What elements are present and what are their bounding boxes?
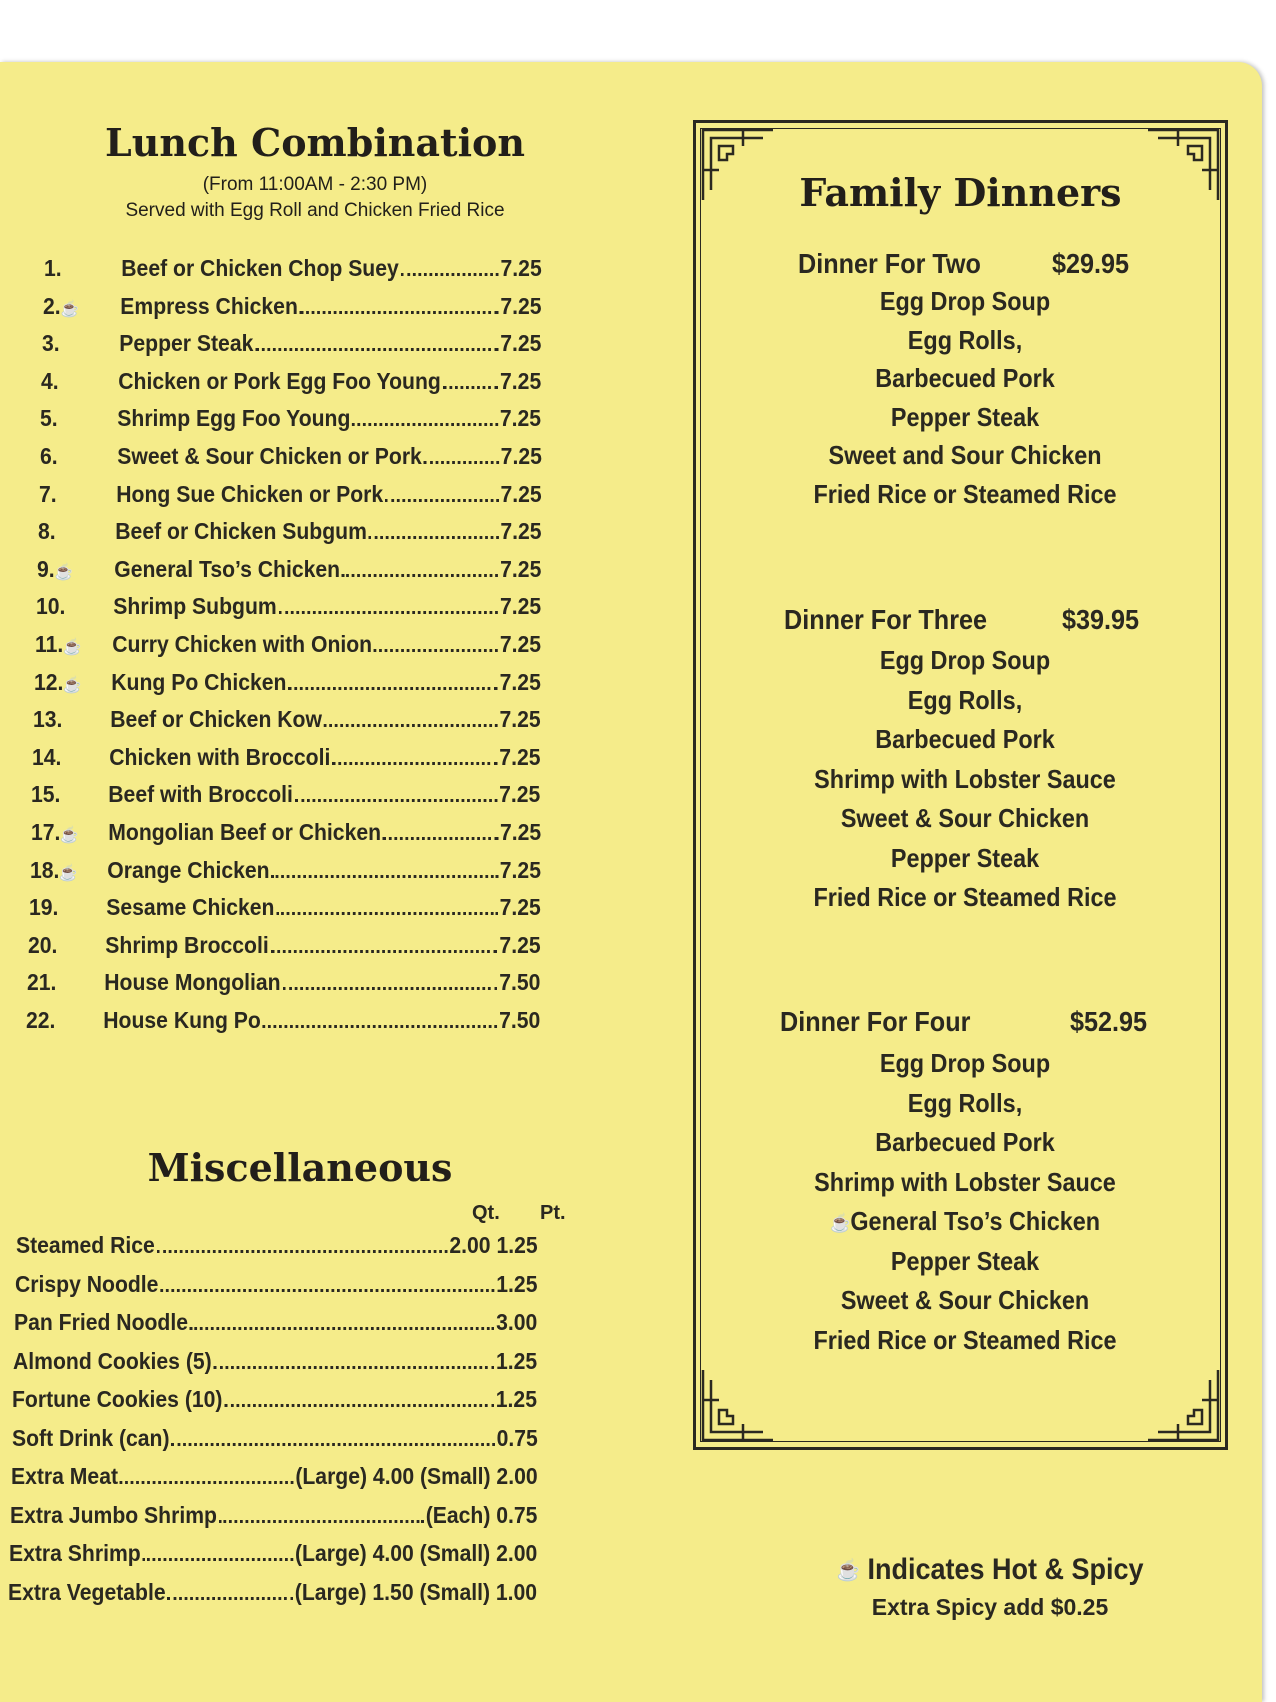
- lunch-item-number: 8.: [37, 518, 56, 545]
- dinner-item-text: Egg Rolls,: [907, 684, 1023, 715]
- lunch-item: [26, 1007, 540, 1045]
- lunch-item: [36, 593, 541, 631]
- dinner-item: [781, 1048, 1150, 1088]
- misc-item-name: Almond Cookies (5): [13, 1347, 212, 1374]
- lunch-item-number: 10.: [35, 593, 66, 620]
- lunch-item-name: Beef or Chicken Chop Suey: [121, 255, 399, 281]
- extra-spicy-note: Extra Spicy add $0.25: [871, 1594, 1109, 1620]
- lunch-item-name: Curry Chicken with Onion: [112, 630, 373, 657]
- lunch-item-number: 15.: [31, 781, 61, 808]
- lunch-item-price: 7.50: [499, 969, 541, 996]
- lunch-item-price: 7.25: [500, 405, 542, 432]
- lunch-item-number: 1.: [44, 255, 62, 281]
- dot-leader: [278, 611, 498, 614]
- dinner-item-text: Pepper Steak: [890, 401, 1040, 432]
- misc-item-name: Extra Meat: [10, 1463, 118, 1489]
- dinner-item: [781, 479, 1150, 518]
- dot-leader: [368, 536, 498, 539]
- dinner-item-text: Barbecued Pork: [875, 1127, 1055, 1157]
- lunch-item: [31, 781, 540, 819]
- dot-leader: [353, 423, 499, 426]
- dinner-item-text: Pepper Steak: [890, 1245, 1040, 1276]
- dinner-item: [781, 803, 1150, 843]
- dinner-item: [781, 724, 1150, 764]
- misc-item: [14, 1309, 537, 1348]
- dinner-for-three-items: [760, 645, 1170, 922]
- lunch-item-price: 7.25: [499, 706, 541, 733]
- misc-item-name: Extra Shrimp: [8, 1540, 141, 1566]
- lunch-item: [39, 481, 542, 519]
- dinner-item-text: Egg Drop Soup: [879, 1048, 1051, 1078]
- dinner-item: [781, 363, 1150, 402]
- dot-leader: [190, 1327, 494, 1330]
- lunch-item: [31, 819, 541, 857]
- chili-pepper-icon: ☕: [59, 826, 79, 844]
- dot-leader: [119, 1481, 293, 1484]
- dot-leader: [263, 1025, 498, 1028]
- lunch-item-price: 7.25: [500, 292, 542, 319]
- dinner-item-text: Shrimp with Lobster Sauce: [814, 763, 1116, 794]
- lunch-item: [38, 518, 542, 556]
- dot-leader: [300, 311, 499, 314]
- lunch-item-name: Beef or Chicken Kow: [110, 706, 323, 733]
- dinner-item-text: Egg Drop Soup: [879, 645, 1051, 675]
- dinner-item: [781, 1246, 1150, 1286]
- misc-item-price: 1.25: [496, 1347, 538, 1374]
- dot-leader: [142, 1558, 293, 1561]
- dot-leader: [171, 1443, 494, 1446]
- dinner-for-three-price: $39.95: [1062, 604, 1140, 635]
- dot-leader: [382, 837, 497, 840]
- lunch-item-name: Chicken with Broccoli: [109, 743, 331, 770]
- lunch-item-price: 7.25: [499, 555, 542, 582]
- lunch-item-number: 21.: [26, 969, 57, 996]
- misc-item-price: (Large) 4.00 (Small) 2.00: [294, 1540, 538, 1566]
- dinner-item-text: Sweet & Sour Chicken: [840, 1285, 1090, 1315]
- dinner-item-text: General Tso’s Chicken: [850, 1206, 1101, 1236]
- lunch-item: [34, 669, 541, 707]
- dot-leader: [271, 875, 498, 878]
- lunch-item-name: Sweet & Sour Chicken or Pork: [116, 442, 422, 469]
- dinner-for-three-heading: Dinner For Three: [784, 604, 988, 635]
- lunch-item-number: 9.☕: [36, 555, 73, 582]
- lunch-item-number: 13.: [33, 706, 63, 733]
- misc-item-price: 3.00: [496, 1309, 538, 1335]
- lunch-item-price: 7.25: [499, 630, 541, 657]
- misc-item: [15, 1271, 537, 1310]
- chili-pepper-icon: ☕: [63, 676, 82, 694]
- chili-pepper-icon: ☕: [59, 864, 78, 882]
- lunch-item-number: 18.☕: [29, 856, 78, 883]
- lunch-item-number: 17.☕: [30, 818, 79, 845]
- dinner-item: [781, 1206, 1150, 1246]
- misc-column-pt: Pt.: [540, 1202, 566, 1224]
- dinner-item: [781, 325, 1150, 364]
- dot-leader: [401, 273, 499, 276]
- misc-item: [9, 1540, 537, 1579]
- lunch-item-number: 2.☕: [43, 292, 80, 319]
- lunch-item-name: House Mongolian: [104, 969, 281, 996]
- lunch-item: [29, 894, 541, 932]
- lunch-list: [26, 255, 585, 1044]
- misc-item-name: Soft Drink (can): [11, 1424, 170, 1451]
- lunch-item-name: Sesame Chicken: [105, 894, 275, 921]
- dot-leader: [255, 348, 498, 351]
- lunch-item: [40, 443, 542, 481]
- lunch-item-number: 3.: [42, 330, 60, 357]
- lunch-item: [42, 330, 541, 368]
- misc-item: [13, 1348, 537, 1387]
- dinner-for-four-price: $52.95: [1070, 1006, 1148, 1037]
- lunch-item-number: 14.: [32, 743, 62, 770]
- lunch-item-number: 4.: [41, 367, 59, 394]
- lunch-item-number: 11.☕: [35, 630, 82, 657]
- dinner-item: [781, 685, 1150, 725]
- lunch-item-name: Orange Chicken: [106, 856, 270, 883]
- lunch-served-with: Served with Egg Roll and Chicken Fried Rice: [125, 200, 505, 221]
- dot-leader: [225, 1404, 495, 1407]
- lunch-item-price: 7.25: [499, 894, 541, 921]
- lunch-item: [41, 368, 541, 406]
- lunch-item-name: Shrimp Subgum: [113, 593, 277, 620]
- dinner-item: [781, 1167, 1150, 1207]
- dot-leader: [374, 649, 498, 652]
- ornament-bottom-right: [1148, 1370, 1228, 1450]
- lunch-item-number: 22.: [26, 1006, 56, 1033]
- chili-pepper-icon: ☕: [63, 638, 82, 656]
- misc-item: [16, 1232, 538, 1271]
- chili-pepper-icon: ☕: [54, 563, 73, 581]
- ornament-bottom-left: [693, 1370, 773, 1450]
- lunch-item-name: Pepper Steak: [119, 330, 254, 357]
- dinner-item-text: Sweet and Sour Chicken: [828, 440, 1102, 470]
- dinner-item: [781, 1325, 1150, 1365]
- lunch-item-price: 7.25: [500, 330, 542, 357]
- lunch-item-number: 5.: [40, 405, 59, 432]
- dot-leader: [295, 799, 498, 802]
- misc-item-price: 1.25: [496, 1270, 538, 1297]
- lunch-item: [35, 631, 541, 669]
- lunch-item-name: Beef or Chicken Subgum: [114, 518, 367, 545]
- chili-pepper-icon: ☕: [829, 1212, 851, 1233]
- misc-item-price: 2.00 1.25: [449, 1232, 538, 1258]
- dinner-for-two-price: $29.95: [1052, 248, 1130, 279]
- lunch-item-number: 6.: [39, 442, 58, 469]
- misc-item-name: Extra Vegetable: [7, 1578, 166, 1605]
- dot-leader: [385, 499, 499, 502]
- dinner-for-two-items: [760, 286, 1170, 517]
- dinner-item: [781, 1088, 1150, 1128]
- dot-leader: [342, 574, 498, 577]
- lunch-item-number: 20.: [27, 931, 58, 958]
- dinner-item-text: Egg Rolls,: [907, 324, 1023, 355]
- lunch-item-name: Shrimp Broccoli: [105, 931, 269, 958]
- lunch-item-price: 7.25: [499, 668, 541, 695]
- dinner-item-text: Barbecued Pork: [875, 363, 1055, 393]
- lunch-item-price: 7.25: [499, 593, 542, 620]
- misc-item: [11, 1463, 538, 1502]
- misc-item: [12, 1425, 538, 1464]
- lunch-item-name: Empress Chicken: [120, 292, 298, 319]
- dinner-item-text: Fried Rice or Steamed Rice: [813, 1324, 1117, 1355]
- lunch-item: [28, 932, 541, 970]
- lunch-item-name: Hong Sue Chicken or Pork: [115, 480, 383, 507]
- dinner-item: [781, 843, 1150, 883]
- dinner-item-text: Sweet & Sour Chicken: [840, 803, 1090, 833]
- misc-item-price: 1.25: [496, 1386, 538, 1412]
- dot-leader: [324, 724, 498, 727]
- dinner-item-text: Egg Drop Soup: [879, 286, 1051, 316]
- misc-item-price: (Each) 0.75: [425, 1501, 538, 1528]
- dot-leader: [167, 1597, 293, 1600]
- dinner-item: [781, 1127, 1150, 1167]
- misc-item: [8, 1579, 537, 1618]
- miscellaneous-title: Miscellaneous: [147, 1145, 453, 1190]
- lunch-item-price: 7.25: [499, 781, 541, 808]
- chili-pepper-icon: ☕: [836, 1559, 860, 1583]
- spicy-legend-text: Indicates Hot & Spicy: [867, 1553, 1144, 1586]
- lunch-hours: (From 11:00AM - 2:30 PM): [202, 174, 428, 195]
- lunch-item-price: 7.25: [499, 856, 541, 883]
- lunch-item: [43, 293, 542, 331]
- lunch-item-name: Shrimp Egg Foo Young: [117, 405, 351, 432]
- misc-column-qt: Qt.: [472, 1202, 500, 1224]
- lunch-item: [33, 706, 541, 744]
- misc-item-name: Fortune Cookies (10): [12, 1386, 223, 1412]
- lunch-item-number: 19.: [28, 894, 59, 921]
- dinner-item: [781, 286, 1150, 325]
- misc-item-name: Crispy Noodle: [15, 1270, 159, 1297]
- dot-leader: [270, 950, 497, 953]
- lunch-item: [40, 405, 541, 443]
- dot-leader: [332, 762, 497, 765]
- dinner-for-four-items: [760, 1048, 1170, 1364]
- lunch-item-name: Chicken or Pork Egg Foo Young: [118, 367, 442, 394]
- dot-leader: [160, 1289, 494, 1292]
- lunch-item-name: Mongolian Beef or Chicken: [107, 818, 381, 845]
- lunch-item-price: 7.25: [500, 367, 542, 394]
- dinner-item: [781, 882, 1150, 922]
- lunch-item: [44, 255, 542, 293]
- misc-item: [12, 1386, 537, 1425]
- dinner-item: [781, 645, 1150, 685]
- lunch-item-price: 7.25: [499, 743, 541, 770]
- chili-pepper-icon: ☕: [60, 300, 80, 318]
- misc-item-name: Pan Fried Noodle: [14, 1309, 189, 1335]
- misc-item-name: Steamed Rice: [16, 1232, 155, 1258]
- lunch-item: [27, 969, 540, 1007]
- misc-item-price: (Large) 1.50 (Small) 1.00: [294, 1578, 537, 1605]
- dinner-item-text: Egg Rolls,: [907, 1087, 1023, 1118]
- dot-leader: [157, 1250, 448, 1253]
- lunch-item-price: 7.25: [500, 518, 542, 545]
- lunch-item-price: 7.25: [499, 931, 541, 958]
- dinner-item-text: Barbecued Pork: [875, 724, 1055, 754]
- lunch-item: [32, 744, 540, 782]
- lunch-item-name: Kung Po Chicken: [111, 668, 287, 695]
- dot-leader: [288, 687, 498, 690]
- misc-item: [10, 1502, 537, 1541]
- dot-leader: [276, 912, 497, 915]
- lunch-item: [30, 857, 541, 895]
- misc-list: [8, 1232, 583, 1617]
- dinner-item: [781, 402, 1150, 441]
- dot-leader: [282, 987, 497, 990]
- lunch-item-number: 12.☕: [34, 668, 82, 695]
- lunch-item-price: 7.25: [500, 480, 542, 507]
- dot-leader: [218, 1520, 423, 1523]
- dinner-item-text: Pepper Steak: [890, 842, 1040, 873]
- dinner-item: [781, 1285, 1150, 1325]
- lunch-item-price: 7.25: [500, 442, 542, 469]
- lunch-item-price: 7.25: [499, 818, 541, 845]
- lunch-item: [37, 556, 541, 594]
- misc-item-price: 0.75: [496, 1424, 538, 1451]
- lunch-item-name: General Tso’s Chicken: [114, 555, 340, 582]
- dinner-item-text: Shrimp with Lobster Sauce: [814, 1166, 1116, 1197]
- dinner-item: [781, 764, 1150, 804]
- dinner-item: [781, 440, 1150, 479]
- lunch-item-name: House Kung Po: [103, 1006, 261, 1033]
- lunch-item-number: 7.: [38, 480, 57, 507]
- lunch-combination-title: Lunch Combination: [105, 120, 525, 165]
- dinner-for-two-heading: Dinner For Two: [798, 248, 981, 279]
- dot-leader: [423, 461, 498, 464]
- lunch-item-price: 7.50: [499, 1006, 541, 1033]
- misc-item-name: Extra Jumbo Shrimp: [9, 1501, 217, 1528]
- misc-item-price: (Large) 4.00 (Small) 2.00: [294, 1463, 538, 1489]
- dot-leader: [443, 386, 499, 389]
- dot-leader: [214, 1366, 495, 1369]
- lunch-item-price: 7.25: [500, 255, 542, 281]
- family-dinners-title: Family Dinners: [799, 170, 1122, 215]
- dinner-for-four-heading: Dinner For Four: [780, 1006, 971, 1037]
- lunch-item-name: Beef with Broccoli: [108, 781, 294, 808]
- spicy-legend: [828, 1553, 1152, 1587]
- dinner-item-text: Fried Rice or Steamed Rice: [813, 882, 1117, 912]
- dinner-item-text: Fried Rice or Steamed Rice: [813, 478, 1117, 509]
